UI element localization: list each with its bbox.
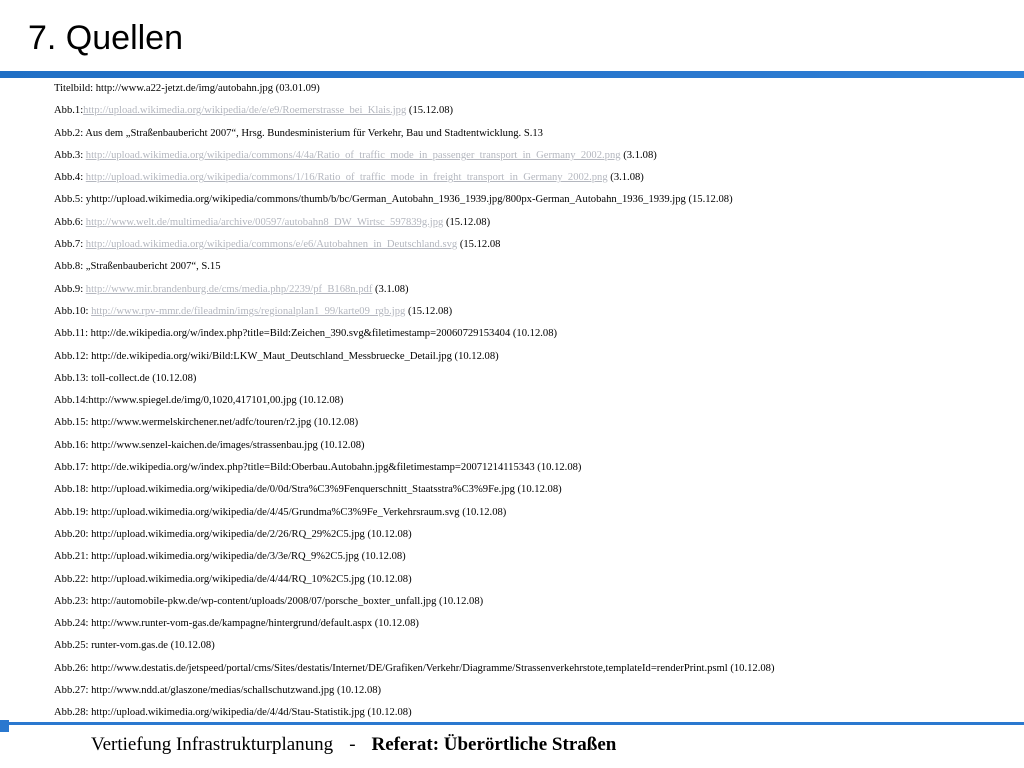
reference-item — [54, 261, 1019, 283]
reference-date: (15.12.08) — [443, 216, 491, 228]
reference-text: Abb.11: http://de.wikipedia.org/w/index.php?title=Bild:Zeichen_390.svg&filetimestamp=20060729153404 (10.12.08) — [54, 328, 558, 340]
reference-item — [54, 663, 1019, 685]
reference-item — [54, 440, 1019, 462]
slide-title: 7. Quellen — [28, 19, 183, 57]
reference-date: (15.12.08) — [406, 105, 454, 117]
reference-item — [54, 618, 1019, 640]
reference-text: Abb.7: — [54, 239, 86, 251]
reference-item — [54, 194, 1019, 216]
footer-separator: - — [349, 734, 356, 755]
reference-item — [54, 529, 1019, 551]
reference-date: (15.12.08) — [405, 305, 453, 317]
reference-item — [54, 284, 1019, 306]
reference-item — [54, 640, 1019, 662]
reference-text: Abb.15: http://www.wermelskirchener.net/adfc/touren/r2.jpg (10.12.08) — [54, 417, 359, 429]
reference-text: Abb.6: — [54, 216, 86, 228]
slide-footer — [91, 733, 616, 757]
reference-text: Abb.4: — [54, 172, 86, 184]
reference-text: Abb.10: — [54, 305, 92, 317]
reference-item — [54, 395, 1019, 417]
title-divider — [0, 71, 1024, 78]
reference-date: (3.1.08) — [607, 172, 644, 184]
reference-item — [54, 83, 1019, 105]
reference-link[interactable]: http://www.rpv-mmr.de/fileadmin/imgs/regionalplan1_99/karte09_rgb.jpg — [91, 305, 406, 317]
reference-text: Abb.28: http://upload.wikimedia.org/wikipedia/de/4/4d/Stau-Statistik.jpg (10.12.08) — [54, 707, 412, 719]
reference-item — [54, 105, 1019, 127]
reference-text: Abb.3: — [54, 149, 86, 161]
reference-link[interactable]: http://upload.wikimedia.org/wikipedia/commons/4/4a/Ratio_of_traffic_mode_in_passenger_transport_in_Germany_2002.png — [85, 149, 621, 161]
reference-text: Abb.22: http://upload.wikimedia.org/wikipedia/de/4/44/RQ_10%2C5.jpg (10.12.08) — [54, 573, 412, 585]
reference-text: Abb.8: „Straßenbaubericht 2007“, S.15 — [54, 261, 221, 273]
footer-course-name: Vertiefung Infrastrukturplanung — [91, 734, 334, 755]
footer-divider — [0, 722, 1024, 725]
reference-link[interactable]: http://upload.wikimedia.org/wikipedia/commons/1/16/Ratio_of_traffic_mode_in_freight_transport_in_Germany_2002.png — [85, 172, 608, 184]
reference-item — [54, 150, 1019, 172]
reference-text: Abb.9: — [54, 283, 86, 295]
reference-text: Abb.12: http://de.wikipedia.org/wiki/Bild:LKW_Maut_Deutschland_Messbruecke_Detail.jpg (10.12.08) — [54, 350, 499, 362]
reference-date: (15.12.08 — [457, 239, 501, 251]
reference-text: Abb.24: http://www.runter-vom-gas.de/kampagne/hintergrund/default.aspx (10.12.08) — [54, 618, 419, 630]
reference-text: Abb.17: http://de.wikipedia.org/w/index.php?title=Bild:Oberbau.Autobahn.jpg&filetimestamp=20071214115343 (10.12.08) — [54, 462, 582, 474]
reference-text: Abb.2: Aus dem „Straßenbaubericht 2007“, Hrsg. Bundesministerium für Verkehr, Bau und Stadtentwicklung. S.13 — [54, 127, 543, 139]
reference-link[interactable]: http://upload.wikimedia.org/wikipedia/commons/e/e6/Autobahnen_in_Deutschland.svg — [85, 239, 458, 251]
reference-item — [54, 417, 1019, 439]
reference-item — [54, 574, 1019, 596]
reference-item — [54, 507, 1019, 529]
reference-item — [54, 596, 1019, 618]
reference-item — [54, 217, 1019, 239]
reference-date: (3.1.08) — [620, 149, 657, 161]
reference-item — [54, 551, 1019, 573]
reference-text: Abb.20: http://upload.wikimedia.org/wikipedia/de/2/26/RQ_29%2C5.jpg (10.12.08) — [54, 528, 412, 540]
footer-topic: Referat: Überörtliche Straßen — [371, 734, 617, 755]
reference-item — [54, 172, 1019, 194]
reference-item — [54, 462, 1019, 484]
reference-text: Abb.1: — [54, 105, 84, 117]
reference-text: Abb.18: http://upload.wikimedia.org/wikipedia/de/0/0d/Stra%C3%9Fenquerschnitt_Staatsstra%C3%9Fe.jpg (10.12.08) — [54, 484, 562, 496]
reference-item — [54, 373, 1019, 395]
reference-text: Abb.16: http://www.senzel-kaichen.de/images/strassenbau.jpg (10.12.08) — [54, 439, 365, 451]
reference-item — [54, 306, 1019, 328]
reference-text: Abb.5: yhttp://upload.wikimedia.org/wikipedia/commons/thumb/b/bc/German_Autobahn_1936_1939.jpg/800px-German_Autobahn_1936_1939.jpg (15.12.08) — [54, 194, 733, 206]
reference-item — [54, 484, 1019, 506]
reference-text: Abb.26: http://www.destatis.de/jetspeed/portal/cms/Sites/destatis/Internet/DE/Grafiken/Verkehr/Diagramme/Strassenverkehrstote,templateId=renderPrint.psml (10.12.08) — [54, 662, 775, 674]
reference-item — [54, 328, 1019, 350]
reference-text: Abb.21: http://upload.wikimedia.org/wikipedia/de/3/3e/RQ_9%2C5.jpg (10.12.08) — [54, 551, 406, 563]
reference-text: Abb.27: http://www.ndd.at/glaszone/medias/schallschutzwand.jpg (10.12.08) — [54, 685, 382, 697]
reference-text: Abb.13: toll-collect.de (10.12.08) — [54, 372, 197, 384]
reference-item — [54, 128, 1019, 150]
reference-link[interactable]: http://upload.wikimedia.org/wikipedia/de/e/e9/Roemerstrasse_bei_Klais.jpg — [83, 105, 407, 117]
reference-link[interactable]: http://www.mir.brandenburg.de/cms/media.php/2239/pf_B168n.pdf — [85, 283, 373, 295]
reference-text: Abb.19: http://upload.wikimedia.org/wikipedia/de/4/45/Grundma%C3%9Fe_Verkehrsraum.svg (10.12.08) — [54, 506, 507, 518]
reference-text: Abb.25: runter-vom.gas.de (10.12.08) — [54, 640, 215, 652]
reference-item — [54, 239, 1019, 261]
reference-text: Abb.14:http://www.spiegel.de/img/0,1020,417101,00.jpg (10.12.08) — [54, 395, 344, 407]
reference-list — [54, 83, 1019, 730]
reference-text: Abb.23: http://automobile-pkw.de/wp-content/uploads/2008/07/porsche_boxter_unfall.jpg (10.12.08) — [54, 595, 484, 607]
reference-item — [54, 707, 1019, 729]
reference-date: (3.1.08) — [372, 283, 409, 295]
reference-item — [54, 685, 1019, 707]
reference-link[interactable]: http://www.welt.de/multimedia/archive/00597/autobahn8_DW_Wirtsc_597839g.jpg — [85, 216, 444, 228]
reference-text: Titelbild: http://www.a22-jetzt.de/img/autobahn.jpg (03.01.09) — [54, 83, 320, 94]
reference-item — [54, 351, 1019, 373]
